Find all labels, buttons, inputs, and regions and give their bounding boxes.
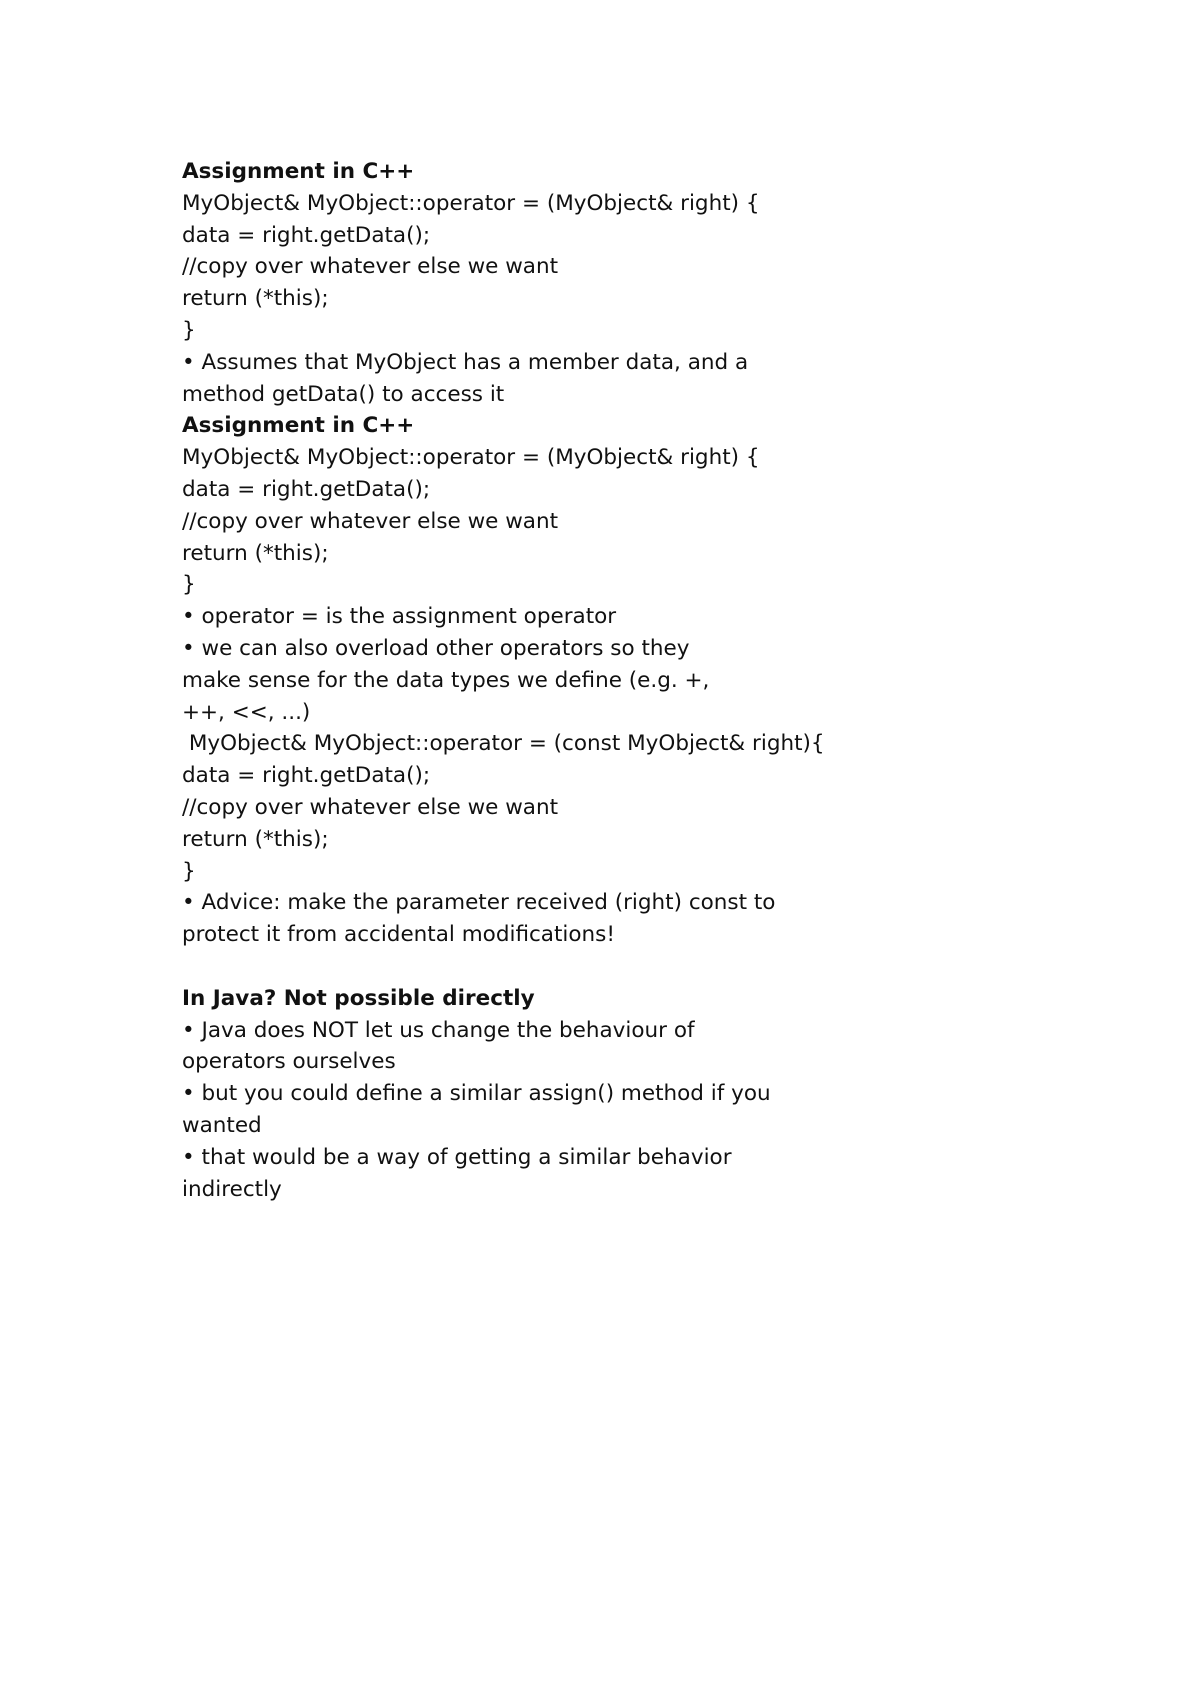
bullet-overload-operators-cont-2: ++, <<, ...): [182, 699, 311, 725]
bullet-similar-behavior-cont: indirectly: [182, 1176, 282, 1202]
heading-assignment-cpp-1: Assignment in C++: [182, 159, 415, 184]
code-line-return-3: return (*this);: [182, 826, 329, 852]
bullet-similar-behavior: • that would be a way of getting a similar behavior: [182, 1144, 732, 1170]
bullet-advice-const-cont: protect it from accidental modifications!: [182, 922, 615, 948]
bullet-java-no-overload-cont: operators ourselves: [182, 1049, 396, 1075]
code-line-comment-2: //copy over whatever else we want: [182, 508, 559, 534]
bullet-assignment-operator: • operator = is the assignment operator: [182, 604, 617, 630]
code-line-signature-3: MyObject& MyObject::operator = (const MyObject& right){: [182, 731, 825, 757]
code-line-comment-3: //copy over whatever else we want: [182, 794, 559, 820]
code-line-close-brace-1: }: [182, 317, 196, 343]
bullet-advice-const: • Advice: make the parameter received (right) const to: [182, 890, 776, 916]
blank-line: [182, 951, 1082, 983]
code-line-data-assign-2: data = right.getData();: [182, 476, 431, 502]
code-line-return-1: return (*this);: [182, 286, 329, 312]
bullet-java-no-overload: • Java does NOT let us change the behaviour of: [182, 1017, 695, 1043]
bullet-overload-operators: • we can also overload other operators so they: [182, 635, 690, 661]
code-line-close-brace-3: }: [182, 858, 196, 884]
document-page: [182, 156, 1082, 1205]
code-line-comment-1: //copy over whatever else we want: [182, 254, 559, 280]
heading-in-java: In Java? Not possible directly: [182, 985, 535, 1011]
bullet-assumes-member-data-cont: method getData() to access it: [182, 381, 505, 407]
bullet-assumes-member-data: • Assumes that MyObject has a member data, and a: [182, 349, 749, 375]
bullet-assign-method: • but you could define a similar assign() method if you: [182, 1081, 771, 1107]
code-line-close-brace-2: }: [182, 572, 196, 598]
code-line-data-assign-3: data = right.getData();: [182, 763, 431, 789]
code-line-signature-1: MyObject& MyObject::operator = (MyObject& right) {: [182, 190, 760, 216]
bullet-overload-operators-cont-1: make sense for the data types we define (e.g. +,: [182, 667, 710, 693]
code-line-return-2: return (*this);: [182, 540, 329, 566]
heading-assignment-cpp-2: Assignment in C++: [182, 413, 415, 439]
code-line-data-assign-1: data = right.getData();: [182, 222, 431, 248]
bullet-assign-method-cont: wanted: [182, 1112, 262, 1138]
code-line-signature-2: MyObject& MyObject::operator = (MyObject& right) {: [182, 445, 760, 471]
